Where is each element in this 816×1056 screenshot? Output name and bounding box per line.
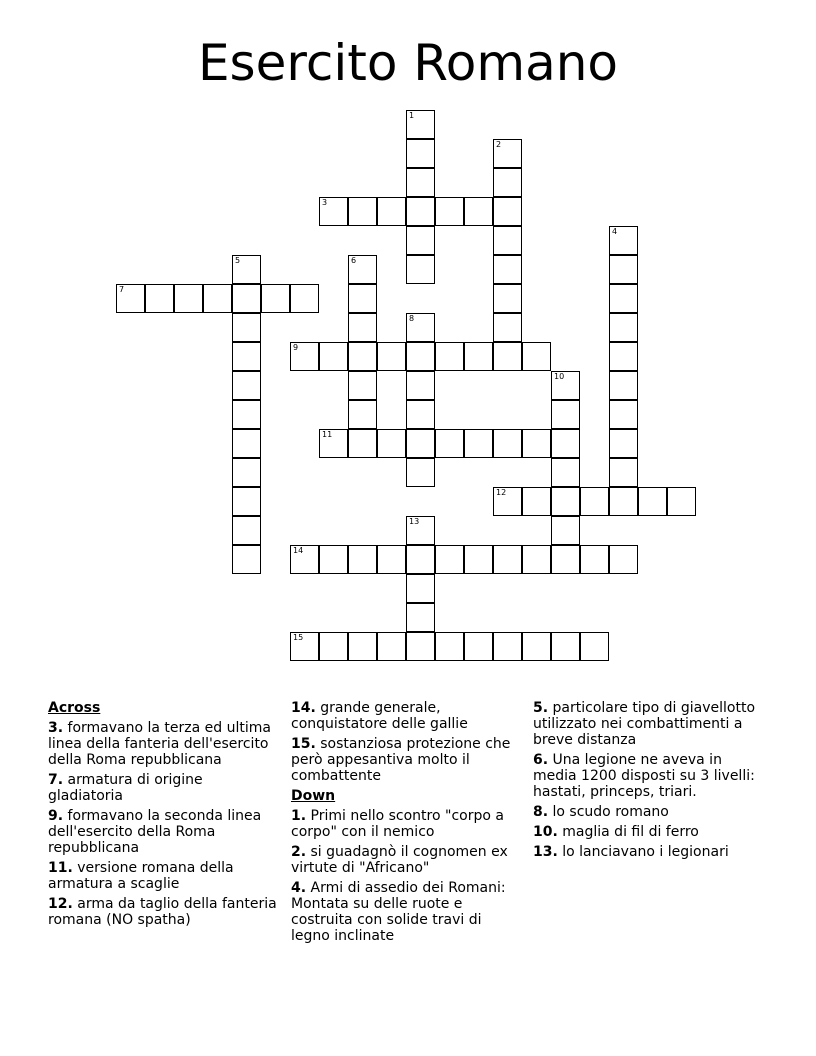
grid-cell[interactable] (290, 342, 319, 371)
clue-item (291, 880, 521, 944)
grid-cell[interactable] (464, 632, 493, 661)
clue-number: 5 (235, 256, 241, 265)
clue-item-number: 2. (291, 844, 307, 860)
grid-cell[interactable] (406, 313, 435, 342)
grid-cell[interactable] (435, 342, 464, 371)
clue-number: 6 (351, 256, 357, 265)
grid-cell[interactable] (406, 603, 435, 632)
grid-cell[interactable] (580, 632, 609, 661)
grid-cell[interactable] (435, 197, 464, 226)
grid-cell[interactable] (580, 545, 609, 574)
grid-cell[interactable] (348, 342, 377, 371)
grid-cell[interactable] (522, 487, 551, 516)
grid-cell[interactable] (522, 429, 551, 458)
grid-cell[interactable] (406, 342, 435, 371)
grid-cell[interactable] (609, 255, 638, 284)
clue-item-number: 5. (533, 700, 549, 716)
grid-cell[interactable] (493, 545, 522, 574)
grid-cell[interactable] (232, 429, 261, 458)
grid-cell[interactable] (232, 371, 261, 400)
grid-cell[interactable] (406, 574, 435, 603)
grid-cell[interactable] (493, 342, 522, 371)
clue-item-text: Armi di assedio dei Romani: Montata su delle ruote e costruita con solide travi di legno inclinate (291, 880, 506, 944)
clue-number: 4 (612, 227, 618, 236)
grid-cell[interactable] (232, 487, 261, 516)
clue-item-number: 11. (48, 860, 73, 876)
clue-item (48, 808, 278, 856)
grid-cell[interactable] (232, 516, 261, 545)
grid-cell[interactable] (667, 487, 696, 516)
grid-cell[interactable] (406, 197, 435, 226)
clue-item (291, 700, 521, 732)
clue-item-number: 13. (533, 844, 558, 860)
grid-cell[interactable] (406, 255, 435, 284)
clue-number: 2 (496, 140, 502, 149)
grid-cell[interactable] (377, 342, 406, 371)
grid-cell[interactable] (232, 545, 261, 574)
clue-item (291, 736, 521, 784)
clue-item-number: 1. (291, 808, 307, 824)
clue-item-text: grande generale, conquistatore delle gallie (291, 700, 468, 732)
grid-cell[interactable] (232, 284, 261, 313)
clue-item-number: 9. (48, 808, 64, 824)
down-heading: Down (291, 788, 336, 804)
clue-column-2 (291, 700, 521, 948)
clue-number: 3 (322, 198, 328, 207)
clue-item (48, 860, 278, 892)
clue-item-text: lo scudo romano (552, 804, 669, 820)
grid-cell[interactable] (406, 632, 435, 661)
grid-cell[interactable] (145, 284, 174, 313)
clue-item (291, 808, 521, 840)
grid-cell[interactable] (377, 429, 406, 458)
clue-number: 13 (409, 517, 420, 526)
grid-cell[interactable] (551, 371, 580, 400)
grid-cell[interactable] (435, 429, 464, 458)
grid-cell[interactable] (464, 429, 493, 458)
grid-cell[interactable] (493, 226, 522, 255)
clue-number: 10 (554, 372, 565, 381)
grid-cell[interactable] (348, 313, 377, 342)
grid-cell[interactable] (609, 487, 638, 516)
clue-item-text: formavano la terza ed ultima linea della fanteria dell'esercito della Roma repubblicana (48, 720, 271, 768)
grid-cell[interactable] (406, 429, 435, 458)
grid-cell[interactable] (493, 632, 522, 661)
grid-cell[interactable] (493, 313, 522, 342)
clue-number: 9 (293, 343, 299, 352)
grid-cell[interactable] (348, 255, 377, 284)
grid-cell[interactable] (551, 632, 580, 661)
grid-cell[interactable] (551, 545, 580, 574)
grid-cell[interactable] (232, 313, 261, 342)
grid-cell[interactable] (551, 400, 580, 429)
clue-number: 15 (293, 633, 304, 642)
clue-item (48, 896, 278, 928)
clue-number: 11 (322, 430, 333, 439)
grid-cell[interactable] (580, 487, 609, 516)
grid-cell[interactable] (609, 226, 638, 255)
grid-cell[interactable] (464, 342, 493, 371)
clue-item-text: maglia di fil di ferro (562, 824, 699, 840)
grid-cell[interactable] (406, 139, 435, 168)
clue-number: 1 (409, 111, 415, 120)
clue-item-text: lo lanciavano i legionari (562, 844, 729, 860)
grid-cell[interactable] (406, 545, 435, 574)
grid-cell[interactable] (493, 139, 522, 168)
clue-item-number: 7. (48, 772, 64, 788)
clue-item-number: 10. (533, 824, 558, 840)
grid-cell[interactable] (406, 371, 435, 400)
grid-cell[interactable] (493, 487, 522, 516)
grid-cell[interactable] (435, 632, 464, 661)
grid-cell[interactable] (493, 429, 522, 458)
grid-cell[interactable] (609, 371, 638, 400)
grid-cell[interactable] (406, 226, 435, 255)
grid-cell[interactable] (493, 197, 522, 226)
across-heading: Across (48, 700, 101, 716)
clue-item (291, 844, 521, 876)
grid-cell[interactable] (551, 458, 580, 487)
page-title: Esercito Romano (197, 34, 619, 92)
clue-number: 12 (496, 488, 507, 497)
grid-cell[interactable] (609, 284, 638, 313)
grid-cell[interactable] (522, 632, 551, 661)
clue-item-number: 6. (533, 752, 549, 768)
grid-cell[interactable] (609, 400, 638, 429)
grid-cell[interactable] (348, 400, 377, 429)
grid-cell[interactable] (522, 342, 551, 371)
grid-cell[interactable] (290, 545, 319, 574)
grid-cell[interactable] (464, 197, 493, 226)
grid-cell[interactable] (348, 284, 377, 313)
clue-item-text: sostanziosa protezione che però appesantiva molto il combattente (291, 736, 511, 784)
grid-cell[interactable] (348, 632, 377, 661)
grid-cell[interactable] (319, 342, 348, 371)
clue-number: 8 (409, 314, 415, 323)
grid-cell[interactable] (319, 429, 348, 458)
grid-cell[interactable] (116, 284, 145, 313)
grid-cell[interactable] (232, 342, 261, 371)
grid-cell[interactable] (174, 284, 203, 313)
clue-item (533, 844, 763, 860)
grid-cell[interactable] (406, 168, 435, 197)
grid-cell[interactable] (406, 110, 435, 139)
grid-cell[interactable] (377, 545, 406, 574)
grid-cell[interactable] (232, 458, 261, 487)
grid-cell[interactable] (609, 545, 638, 574)
grid-cell[interactable] (348, 371, 377, 400)
clue-item (48, 720, 278, 768)
grid-cell[interactable] (609, 458, 638, 487)
clue-item-text: Primi nello scontro "corpo a corpo" con il nemico (291, 808, 504, 840)
clue-item-number: 15. (291, 736, 316, 752)
clue-item-text: si guadagnò il cognomen ex virtute di "Africano" (291, 844, 508, 876)
clue-column-3 (533, 700, 763, 864)
grid-cell[interactable] (609, 429, 638, 458)
clue-item-number: 3. (48, 720, 64, 736)
grid-cell[interactable] (406, 458, 435, 487)
clue-item (533, 824, 763, 840)
clue-item-text: armatura di origine gladiatoria (48, 772, 203, 804)
grid-cell[interactable] (493, 284, 522, 313)
clue-item-number: 4. (291, 880, 307, 896)
clue-item-number: 14. (291, 700, 316, 716)
clue-item-text: arma da taglio della fanteria romana (NO spatha) (48, 896, 277, 928)
grid-cell[interactable] (464, 545, 493, 574)
grid-cell[interactable] (493, 255, 522, 284)
clue-column-1 (48, 700, 278, 932)
grid-cell[interactable] (319, 545, 348, 574)
clue-item-number: 12. (48, 896, 73, 912)
grid-cell[interactable] (319, 197, 348, 226)
clue-number: 7 (119, 285, 125, 294)
clue-item (533, 752, 763, 800)
grid-cell[interactable] (290, 284, 319, 313)
grid-cell[interactable] (493, 168, 522, 197)
grid-cell[interactable] (551, 516, 580, 545)
grid-cell[interactable] (203, 284, 232, 313)
clue-item (48, 772, 278, 804)
clue-item-text: Una legione ne aveva in media 1200 disposti su 3 livelli: hastati, princeps, triari. (533, 752, 755, 800)
grid-cell[interactable] (435, 545, 464, 574)
clue-item-text: versione romana della armatura a scaglie (48, 860, 234, 892)
grid-cell[interactable] (377, 632, 406, 661)
grid-cell[interactable] (377, 197, 406, 226)
clue-item-text: particolare tipo di giavellotto utilizzato nei combattimenti a breve distanza (533, 700, 756, 748)
clue-item-text: formavano la seconda linea dell'esercito della Roma repubblicana (48, 808, 262, 856)
clue-number: 14 (293, 546, 304, 555)
grid-cell[interactable] (348, 429, 377, 458)
clue-item (533, 804, 763, 820)
grid-cell[interactable] (609, 313, 638, 342)
grid-cell[interactable] (406, 516, 435, 545)
grid-cell[interactable] (522, 545, 551, 574)
clue-item (533, 700, 763, 748)
grid-cell[interactable] (609, 342, 638, 371)
grid-cell[interactable] (319, 632, 348, 661)
grid-cell[interactable] (261, 284, 290, 313)
grid-cell[interactable] (348, 197, 377, 226)
grid-cell[interactable] (406, 400, 435, 429)
grid-cell[interactable] (551, 487, 580, 516)
grid-cell[interactable] (232, 255, 261, 284)
clue-item-number: 8. (533, 804, 549, 820)
grid-cell[interactable] (348, 545, 377, 574)
grid-cell[interactable] (551, 429, 580, 458)
grid-cell[interactable] (638, 487, 667, 516)
grid-cell[interactable] (232, 400, 261, 429)
grid-cell[interactable] (290, 632, 319, 661)
